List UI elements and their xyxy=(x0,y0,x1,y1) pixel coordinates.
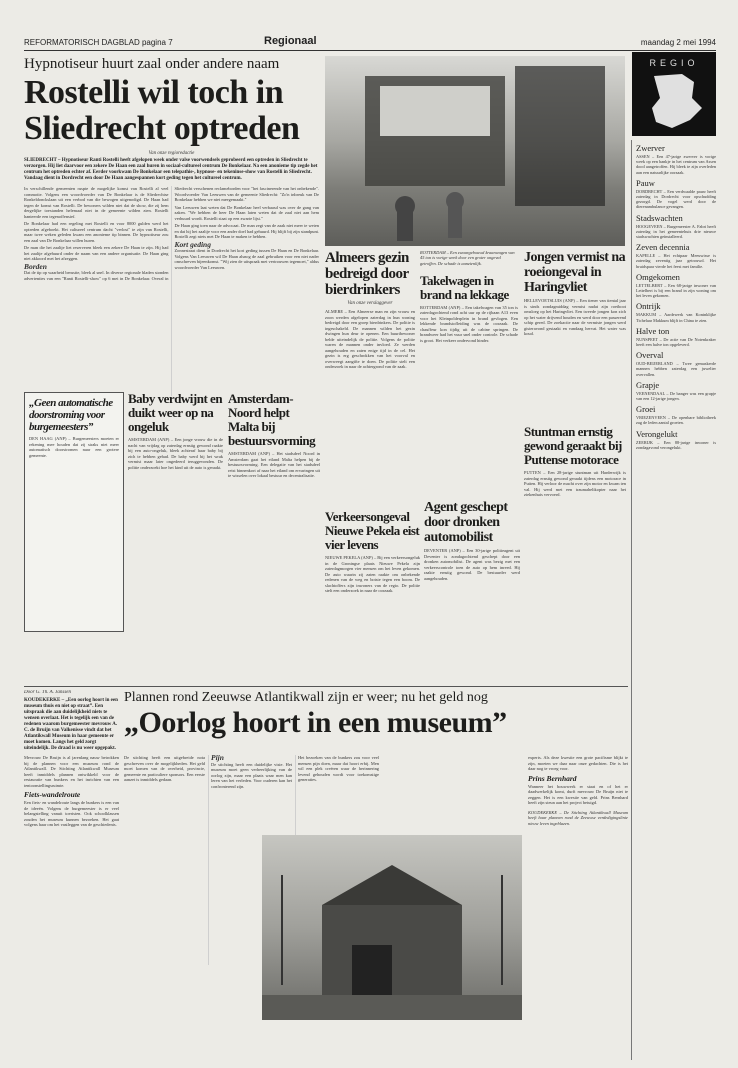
rostelli-paragraph: De man die het zaaltje liet reserveren bleek een zekere De Haan te zijn. Hij had het zaaltje afgehuurd onder de naam van een andere organisatie. De Haan ging niet akkoord met het afzeggen. xyxy=(24,245,169,261)
doorstroming-body: DEN HAAG (ANP) – Burgemeesters moeten er rekening mee houden dat zij straks niet meer automatisch doorstromen naar een grotere gemeente. xyxy=(29,436,119,458)
koudekerke-right-col xyxy=(528,755,628,1055)
almeers-byline: Van onze verslaggever xyxy=(347,301,393,306)
rostelli-subhead: Borden xyxy=(24,261,47,271)
jongen-headline: Jongen vermist na roeiongeval in Haringvliet xyxy=(524,250,626,295)
sidebar-item-body: LETTELBERT – Een 68-jarige inwoner van Lettelbert is bij een brand in zijn woning om het leven gekomen. xyxy=(636,282,716,299)
koudekerke-subhead: Prins Bernhard xyxy=(528,773,577,783)
koudekerke-paragraph: Het bezoeken van de bunkers zou voor veel mensen pijn doen, maar dat hoort erbij. Men wil een plek creëren waar de herinnering levend gehouden wordt voor toekomstige generaties. xyxy=(298,755,379,782)
verkeer-headline: Verkeersongeval Nieuwe Pekela eist vier levens xyxy=(325,510,420,552)
sidebar-item-body: ZEERIJK – Een 88-jarige inwoner is zondagavond verongelukt. xyxy=(636,439,716,450)
stuntman-article xyxy=(524,425,626,550)
koudekerke-body: experts. Als deze kwestie een grote pacifisme blijkt te zijn, moeten we daar naar onze gedachten. Die is het daar nog te vroeg voor. xyxy=(528,755,628,771)
rostelli-subhead: Kort geding xyxy=(174,239,211,249)
rostelli-paragraph: De Haan ging toen naar de advocaat. De man zegt van de zaak niet meer te weten en dat hij het zaaltje voor een ander doel had gehuurd. Hij blijft bij zijn standpunt. Rostelli zegt niets met De Haan te maken te hebben. xyxy=(174,223,319,239)
sidebar-item-title: Halve ton xyxy=(636,325,670,336)
koudekerke-subhead: Fiets-wandelroute xyxy=(24,790,81,799)
koudekerke-note: KOUDEKERKE – De Stichting Atlantikwall Museum heeft haar plannen rond de Zeeuwse verdedigingslinie nieuw leven ingeblazen. xyxy=(528,809,628,826)
amsterdam-body: AMSTERDAM (ANP) – Het stadsdeel Noord in Amsterdam gaat het eiland Malta helpen bij de bestuursvorming. Een delegatie van het stadsdeel reist binnenkort af naar het eiland om ervaringen uit te wisselen over lokaal bestuur en decentralisatie. xyxy=(228,451,320,478)
amsterdam-article xyxy=(228,392,320,632)
sidebar-item-body: MAKKUM – Aardewerk van Koninklijke Tichelaar Makkum blijft in China te zien. xyxy=(636,312,716,323)
baby-headline: Baby verdwijnt en duikt weer op na ongeluk xyxy=(128,392,223,434)
sidebar-item-body: NUNSPEET – De actie van De Notenkraker heeft een halve ton opgeleverd. xyxy=(636,336,716,348)
fair-photo-illustration xyxy=(325,56,625,246)
koudekerke-subhead: Pijn xyxy=(211,755,224,762)
almeers-article xyxy=(325,250,415,500)
almeers-body: ALMERE – Een Almeerse man en zijn vrouw en zoon werden afgelopen zaterdag in hun woning bedreigd door een groep bierdrinkers. De politie is ingeschakeld. De mannen wilden het gezin dwingen hun deur te openen. Een buurtbewoner belde uiteindelijk de politie. Volgens de politie waren de mannen onder invloed. Ze werden aangehouden en zaten enige tijd in de cel. Het gezin is erg geschrokken van het voorval en overweegt aangifte te doen. De politie stelt een onderzoek in naar de achtergrond van de zaak. xyxy=(325,309,415,369)
koudekerke-byline: Door G. Th. A. Janssen xyxy=(24,690,71,695)
sidebar-item-body: HOOGEVEEN – Burgemeester A. Fabri heeft zaterdag in het gemeentehuis drie nieuwe stadswachten geïnstalleerd. xyxy=(636,223,716,240)
verkeer-article xyxy=(325,510,420,680)
baby-body: AMSTERDAM (ANP) – Een jonge vrouw die in de nacht van vrijdag op zaterdag ernstig gewond raakte bij een auto-ongeluk, bleek achteraf haar baby bij zich te hebben gehad. De baby werd bij het wrak vermist maar later ongedeerd teruggevonden. De politie onderzoekt hoe het kind uit de auto is geraakt. xyxy=(128,437,223,470)
doorstroming-box xyxy=(24,392,124,632)
sidebar-item-title: Verongelukt xyxy=(636,428,678,439)
rostelli-kicker: Hypnotiseur huurt zaal onder andere naam xyxy=(24,56,280,72)
masthead-date: maandag 2 mei 1994 xyxy=(640,38,716,47)
section-divider xyxy=(24,686,628,687)
rostelli-lead: SLIEDRECHT – Hypnotiseur Ranti Rostelli heeft afgelopen week onder valse voorwendsels geprobeerd een optreden in Sliedrecht te verzorgen. Hij liet daarvoor een zekere De Haan een zaal huren in sociaal-cultureel centrum De Bonkelaar. Na een anonieme tip zegde het centrum het optreden echter af. Eerder voorkwam De Bonkelaar een telepathie-, hypnose- en tekeninse-show van Rostelli in Sliedrecht. Vandaag dient in Dordrecht een door De Haan aangespannen kort geding tegen het cultureel centrum. xyxy=(24,158,318,181)
sidebar-item-title: Grapje xyxy=(636,379,660,390)
rostelli-paragraph: In verschillende gemeenten ruspte de mogelijke komst van Rostelli al veel commotie. Volgens een woordvoerder van De Bonkelaar is de Sliedrechtse Ronkeldonckslaan uit een verbod van die bewogen uitgenodigd. De Haan had tegen de komst van Rostelli. De bewoners wilden niet dat de show, die zij hem dergelijke toestanden helemaal niet in de gemeente wilden zien. Rostelli hanteerde een tegenoffensief. xyxy=(24,186,169,219)
fair-photo xyxy=(325,56,625,246)
regio-sidebar xyxy=(631,140,716,1060)
takel-article xyxy=(420,250,518,485)
rostelli-paragraph: Zonnestraat dient in Dordrecht het kort geding tussen De Haan en De Bonkelaar. Volgens Van Leeuwen wil De Haan alsnog de zaal gebruiken voor een niet nader omschreven bijeenkomst. "Wij zien de uitspraak met vertrouwen tegemoet," aldus woordvoerder Van Leeuwen. xyxy=(174,248,319,270)
koudekerke-body: Mevrouw De Bruijn is al jarenlang nauw betrokken bij de plannen voor een museum rond de Atlantikwall. De Stichting Atlantikwall Museum heeft inmiddels plannen ontwikkeld voor de restauratie van bunkers en het inrichten van een tentoonstellingsruimte. xyxy=(24,755,119,788)
regio-banner-label: REGIO xyxy=(649,58,699,68)
agent-headline: Agent geschept door dronken automobilist xyxy=(424,500,508,545)
stuntman-headline: Stuntman ernstig gewond geraakt bij Puttense motorace xyxy=(524,425,622,467)
sidebar-item-body: KAPELLE – Het echtpaar Meeuwisse is zaterdag zeventig jaar getrouwd. Het bruidspaar vierde het feest met familie. xyxy=(636,253,716,269)
rostelli-body xyxy=(24,186,319,396)
agent-article xyxy=(424,500,520,680)
takel-headline: Takelwagen in brand na lekkage xyxy=(420,272,509,302)
masthead xyxy=(24,33,716,51)
amsterdam-headline: Amsterdam-Noord helpt Malta bij bestuursvorming xyxy=(228,392,316,448)
verkeer-body: NIEUWE PEKELA (ANP) – Bij een verkeersongeluk in de Groningse plaats Nieuwe Pekela zijn zaterdagmorgen vier mensen om het leven gekomen. De auto waarin zij zaten raakte om onbekende redenen van de weg en botste tegen een boom. De slachtoffers zijn inwoners van de regio. De politie stelt een onderzoek in naar de oorzaak. xyxy=(325,555,420,593)
almeers-headline: Almeers gezin bedreigd door bierdrinkers xyxy=(325,250,409,298)
sidebar-item-title: Stadswachten xyxy=(636,212,683,223)
koudekerke-body: Wanneer het bouwwerk er staat en of het er daadwerkelijk komt, durft mevrouw De Bruijn niet te zeggen. Het is een kwestie van geld. Prins Bernhard heeft zijn steun aan het project betuigd. xyxy=(528,783,628,805)
koudekerke-paragraph: De stichting heeft een uitgebreide nota geschreven over de mogelijkheden. Het geld moet komen van de overheid, provincie, gemeente en particuliere sponsors. Een eerste aanzet is inmiddels gedaan. xyxy=(124,755,205,782)
koudekerke-headline: „Oorlog hoort in een museum” xyxy=(124,706,507,739)
sidebar-item-body: ASSEN – Een 47-jarige zwerver is vorige week op een bankje in het centrum van Assen dood aangetroffen. Hij bleek te zijn overleden aan een natuurlijke oorzaak. xyxy=(636,154,716,175)
sidebar-item-title: Zeven decennia xyxy=(636,242,690,253)
takel-body: ROTTERDAM (ANP) – Een takelwagen van 35 ton is zaterdagochtend rond acht uur op de rijbaan A13 even voor het Kleinpolderplein in brand gevlogen. Een lekkende brandstofleiding was de oorzaak. De chauffeur kon tijdig uit de cabine springen. De brandweer had het vuur snel onder controle. De schade is groot. Het verkeer ondervond hinder. xyxy=(420,304,518,343)
koudekerke-head xyxy=(124,690,628,750)
agent-body: DEVENTER (ANP) – Een 30-jarige politieagent uit Deventer is zondagochtend geschept door een dronken automobilist. De agent was bezig met een verkeerscontrole toen de auto op hem inreed. Hij raakte ernstig gewond. De bestuurder werd aangehouden. xyxy=(424,548,520,581)
sidebar-item-title: Omgekomen xyxy=(636,271,680,282)
netherlands-map-icon xyxy=(632,68,716,136)
rostelli-paragraph: Dat de tip op waarheid berustte, bleek al snel. In diverse regionale bladen stonden advertenties van een "Ranti Rostelli-show" op 6 mei in De Bonkelaar. Overal in Sliedrecht verschenen reclameborden voor "het fascinerende van het onbekende". Woordvoerder Van Leeuwen van de gemeente Sliedrecht: "Zo'n inbreuk van De Bonkelaar hebben we niet meegemaakt." xyxy=(24,186,319,281)
takel-intro: ROTTERDAM – Een zwaargebouwd kraanwagen van 45 ton is vorige week door een groter ongeval getroffen. De schade is aanzienlijk. xyxy=(420,250,515,266)
koudekerke-byline-col xyxy=(24,690,119,1060)
stuntman-body: PUTTEN – Een 28-jarige stuntman uit Harderwijk is zaterdag ernstig gewond geraakt tijdens een motorace in Putten. Hij verloor de macht over zijn motor en kwam ten val. Hij werd met een traumahelikopter naar het ziekenhuis vervoerd. xyxy=(524,470,626,497)
sidebar-item-body: OUD-BEIJERLAND – Twee gemaskerde mannen hebben zaterdag een juwelier overvallen. xyxy=(636,361,716,377)
sidebar-item-title: Overval xyxy=(636,350,664,361)
sidebar-item-body: VEENENDAAL – De banger was een grapje van een 12-jarige jongen. xyxy=(636,390,716,402)
koudekerke-lead: KOUDEKERKE – „Een oorlog hoort in een museum thuis en niet op straat”. Een uitspraak die aan duidelijkheid niets te wensen overlaat. Het is tegelijk een van de redenen waarom burgemeester mevrouw A. C. de Bruijn van Valkenisse vindt dat het Atlantikwall Museum in haar gemeente er moet komen. Langs het geld zorgt uiteindelijk. De draad is nu weer opgepakt. xyxy=(24,698,118,751)
koudekerke-body: Een fiets- en wandelroute langs de bunkers is een van de ideeën. Volgens de burgemeester is er veel belangstelling vanuit toeristen. Ook schoolklassen zouden het museum kunnen bezoeken. Het gaat volgens haar om het vastleggen van de geschiedenis. xyxy=(24,800,119,827)
masthead-left: REFORMATORISCH DAGBLAD pagina 7 xyxy=(24,38,173,47)
section-title: Regionaal xyxy=(264,35,317,47)
jongen-article xyxy=(524,250,626,420)
baby-article xyxy=(128,392,223,632)
rostelli-headline: Rostelli wil toch in Sliedrecht optreden xyxy=(24,74,300,147)
sidebar-item-body: DORDRECHT – Een verdwaalde pauw heeft zaterdag in Dordrecht voor opschudding gezorgd. De vogel werd door de dierenambulance gevangen. xyxy=(636,188,716,210)
koudekerke-kicker: Plannen rond Zeeuwse Atlantikwall zijn er weer; nu het geld nog xyxy=(124,690,488,705)
bunker-photo xyxy=(262,835,522,1020)
doorstroming-headline: „Geen automatische doorstroming voor burgemeesters” xyxy=(29,397,113,433)
sidebar-item-title: Zwerver xyxy=(636,143,665,153)
jongen-body: HELLEVOETSLUIS (ANP) – Een tiener van tiental jaar is sinds zondagmiddag vermist nadat zijn roeiboot omsloeg op het Haringvliet. Een tweede jongen kon zich op het water drijvend houden en werd door een passerend schip gered. De zoekactie naar de vermiste jongen werd gisteravond gestaakt en vandaag hervat. Het water was koud. xyxy=(524,298,626,336)
koudekerke-paragraph: De stichting heeft een duidelijke visie. Het museum moet geen verheerlijking van de oorlog zijn, maar een plaats waar men kan leren van het verleden. Voor ouderen kan het confronterend zijn. xyxy=(211,761,292,789)
regio-banner xyxy=(632,52,716,136)
sidebar-item-body: VRIEZENVEEN – De openbare bibliotheek zag de leden aantal groeien. xyxy=(636,415,716,426)
sidebar-item-title: Groei xyxy=(636,404,656,415)
sidebar-item-title: Pauw xyxy=(636,177,655,188)
sidebar-item-title: Ontrijk xyxy=(636,301,661,312)
rostelli-byline: Van onze regioredactie xyxy=(148,151,195,156)
bunker-illustration xyxy=(262,835,522,1020)
rostelli-paragraph: De Bonkelaar had een regeling met Rostelli en voor 8000 gulden werd het optreden afgeboekt. Het cultureel centrum dacht "verlost" te zijn van Rostelli, maar twee weken geleden kwam een anonieme tip binnen. De hypnotiseur zou een zaal van De Bonkelaar willen huren. xyxy=(24,221,169,243)
rostelli-paragraph: Van Leeuwen laat weten dat De Bonkelaar heel verbaasd was over de gang van zaken. "We hebben de heer De Haan laten weten dat de zaal niet aan hem verhuurd wordt. Rostelli staat op een zwarte lijst." xyxy=(174,204,319,221)
